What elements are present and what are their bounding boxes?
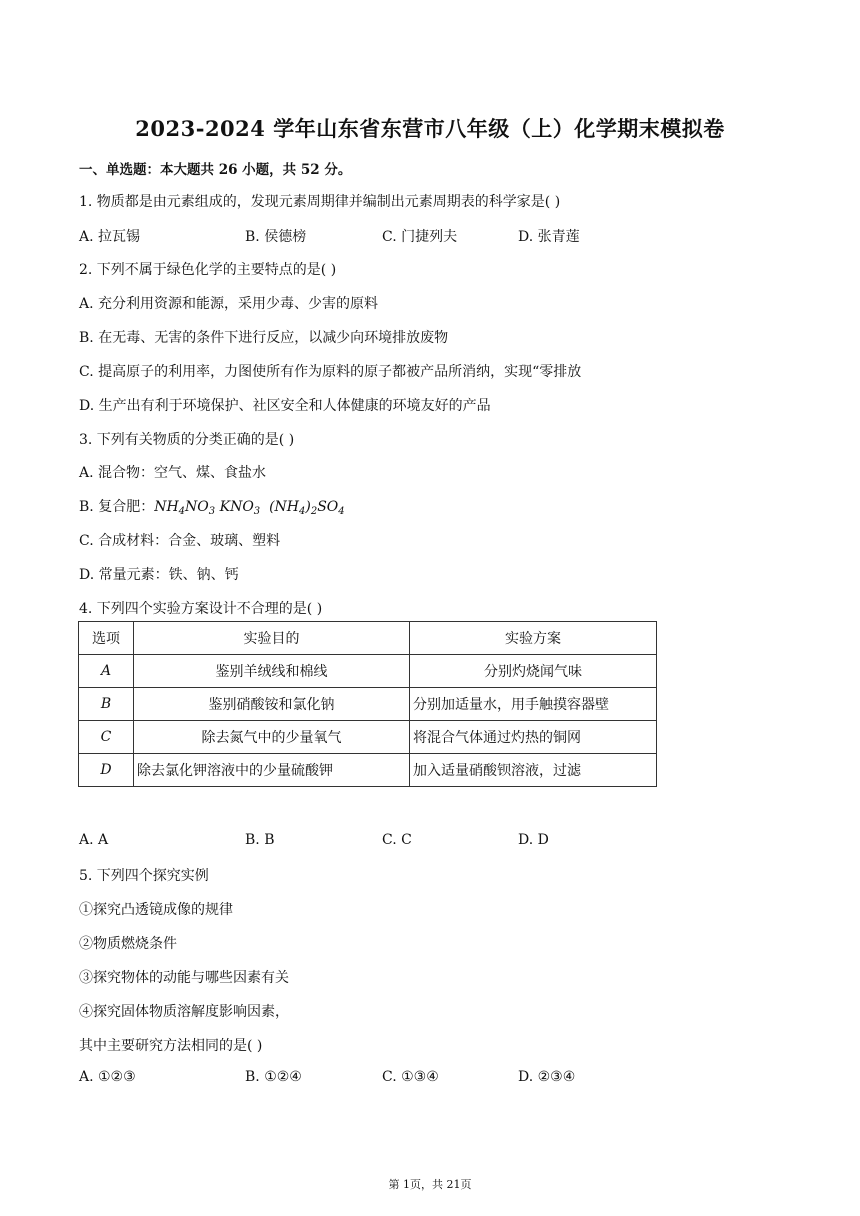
table-header-row <box>79 622 657 655</box>
q1-option-a: A. 拉瓦锡 <box>79 229 141 245</box>
q5-question: 其中主要研究方法相同的是( ) <box>79 1038 263 1054</box>
row-option: A <box>79 655 134 688</box>
row-purpose: 除去氮气中的少量氧气 <box>134 721 410 754</box>
q3-option-b-label: B. 复合肥： <box>79 499 155 515</box>
section-heading: 一、单选题：本大题共 26 小题，共 52 分。 <box>79 162 352 178</box>
q3-option-b <box>79 496 345 517</box>
row-option: B <box>79 688 134 721</box>
q5-option-a: A. ①②③ <box>79 1069 136 1085</box>
q2-option-a: A. 充分利用资源和能源，采用少毒、少害的原料 <box>79 296 379 312</box>
question-5-stem: 5. 下列四个探究实例 <box>79 868 209 884</box>
table-row <box>79 655 657 688</box>
q5-item-4: ④探究固体物质溶解度影响因素， <box>79 1004 289 1020</box>
q2-option-d: D. 生产出有利于环境保护、社区安全和人体健康的环境友好的产品 <box>79 398 491 414</box>
row-option: D <box>79 754 134 787</box>
question-3-stem: 3. 下列有关物质的分类正确的是( ) <box>79 432 295 448</box>
q5-option-b: B. ①②④ <box>245 1069 302 1085</box>
q5-option-c: C. ①③④ <box>382 1069 439 1085</box>
q5-item-3: ③探究物体的动能与哪些因素有关 <box>79 970 289 986</box>
row-method: 加入适量硝酸钡溶液，过滤 <box>410 754 657 787</box>
row-method: 分别加适量水，用手触摸容器壁 <box>410 688 657 721</box>
q5-option-d: D. ②③④ <box>518 1069 576 1085</box>
header-option: 选项 <box>79 622 134 655</box>
table-row <box>79 688 657 721</box>
q2-option-c: C. 提高原子的利用率，力图使所有作为原料的原子都被产品所消纳，实现“零排放 <box>79 364 582 380</box>
row-option: C <box>79 721 134 754</box>
row-method: 分别灼烧闻气味 <box>410 655 657 688</box>
q5-item-2: ②物质燃烧条件 <box>79 936 177 952</box>
document-title: 2023-2024 学年山东省东营市八年级（上）化学期末模拟卷 <box>135 116 725 141</box>
question-1-stem: 1. 物质都是由元素组成的，发现元素周期律并编制出元素周期表的科学家是( ) <box>79 194 561 210</box>
row-method: 将混合气体通过灼热的铜网 <box>410 721 657 754</box>
row-purpose: 除去氯化钾溶液中的少量硫酸钾 <box>134 754 410 787</box>
q5-item-1: ①探究凸透镜成像的规律 <box>79 902 233 918</box>
q1-option-d: D. 张青莲 <box>518 229 580 245</box>
question-4-stem: 4. 下列四个实验方案设计不合理的是( ) <box>79 601 323 617</box>
q1-option-b: B. 侯德榜 <box>245 229 307 245</box>
q4-option-c: C. C <box>382 832 412 848</box>
row-purpose: 鉴别羊绒线和棉线 <box>134 655 410 688</box>
header-purpose: 实验目的 <box>134 622 410 655</box>
chemical-formulas: $NH_4NO_3$ $KNO_3$ $(NH_4)_2SO_4$ <box>154 499 345 517</box>
table-row <box>79 754 657 787</box>
q4-option-d: D. D <box>518 832 549 848</box>
experiment-table <box>78 621 657 787</box>
question-2-stem: 2. 下列不属于绿色化学的主要特点的是( ) <box>79 262 337 278</box>
q4-option-a: A. A <box>79 832 109 848</box>
table-row <box>79 721 657 754</box>
page-footer: 第 1页，共 21页 <box>388 1178 472 1191</box>
q3-option-c: C. 合成材料：合金、玻璃、塑料 <box>79 533 281 549</box>
row-purpose: 鉴别硝酸铵和氯化钠 <box>134 688 410 721</box>
q4-option-b: B. B <box>245 832 275 848</box>
q3-option-d: D. 常量元素：铁、钠、钙 <box>79 567 239 583</box>
q3-option-a: A. 混合物：空气、煤、食盐水 <box>79 465 267 481</box>
q2-option-b: B. 在无毒、无害的条件下进行反应，以减少向环境排放废物 <box>79 330 449 346</box>
header-method: 实验方案 <box>410 622 657 655</box>
q1-option-c: C. 门捷列夫 <box>382 229 458 245</box>
